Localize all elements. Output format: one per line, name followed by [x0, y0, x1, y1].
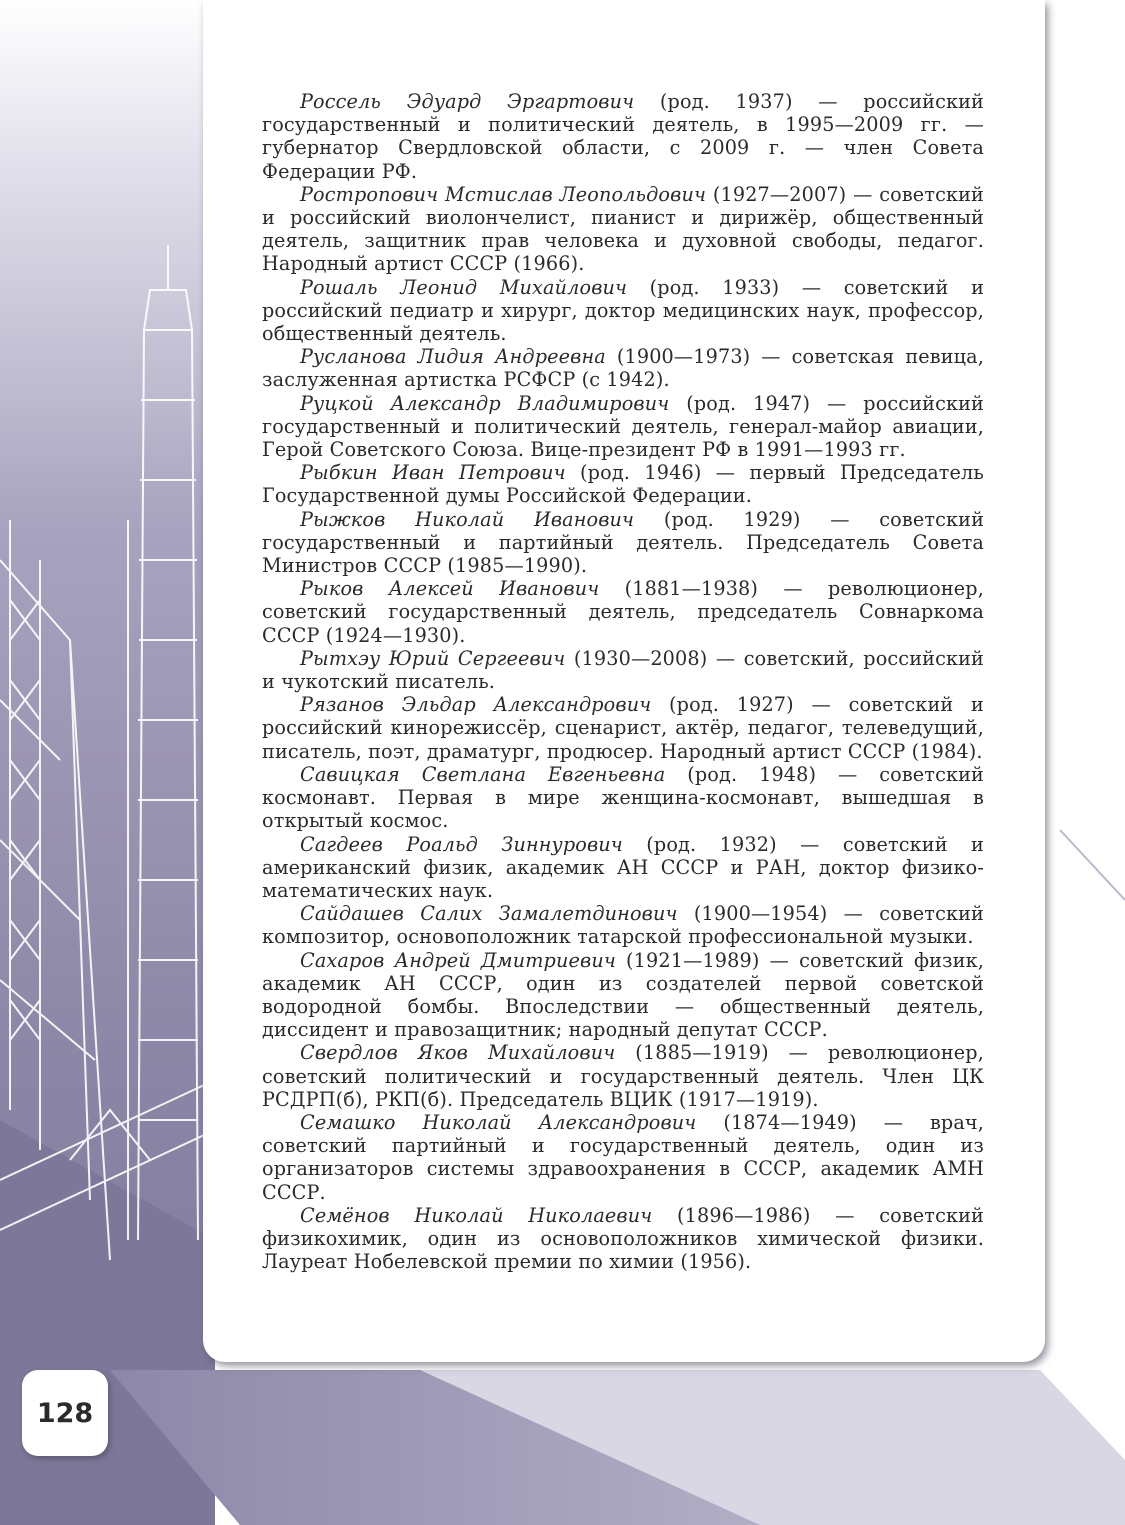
person-name: Сахаров Андрей Дмитриевич [300, 948, 616, 972]
person-description: (род. 1933) — советский и российский педиатр и хирург, доктор медицинских наук, профессор, общественный деятель. [262, 275, 985, 346]
person-name: Рытхэу Юрий Сергеевич [300, 646, 566, 670]
biography-entry [262, 276, 984, 346]
page-number-badge [22, 1370, 108, 1456]
person-description: (1896—1986) — советский физикохимик, один из основоположников химической физики. Лауреат Нобелевской премии по химии (1956). [262, 1203, 984, 1274]
person-name: Рязанов Эльдар Александрович [300, 693, 652, 717]
person-description: (род. 1946) — первый Председатель Государственной думы Российской Федерации. [262, 461, 984, 508]
person-name: Рошаль Леонид Михайлович [300, 275, 628, 299]
biography-entry [262, 902, 984, 948]
biography-entry [262, 461, 984, 507]
biography-entry [262, 1041, 984, 1111]
person-description: (1930—2008) — советский, российский и чукотский писатель. [262, 646, 984, 694]
person-name: Руцкой Александр Владимирович [300, 391, 670, 415]
person-description: (род. 1947) — российский государственный и политический деятель, генерал-майор авиации, Герой Советского Союза. Вице-президент РФ в 1991—1993 гг. [262, 391, 984, 462]
person-name: Русланова Лидия Андреевна [300, 345, 606, 369]
person-description: (1885—1919) — революционер, советский политический и государственный деятель. Член ЦК РСДРП(б), РКП(б). Председатель ВЦИК (1917—1919). [262, 1041, 984, 1111]
person-description: (род. 1932) — советский и американский физик, академик АН СССР и РАН, доктор физико-математических наук. [262, 832, 984, 902]
page-number: 128 [36, 1397, 94, 1429]
biography-entry [262, 647, 984, 693]
biography-entry [262, 833, 984, 903]
person-description: (1874—1949) — врач, советский партийный и государственный деятель, один из организаторов системы здравоохранения в СССР, академик АМН СССР. [262, 1110, 984, 1204]
person-name: Россель Эдуард Эргартович [300, 90, 635, 113]
person-name: Савицкая Светлана Евгеньевна [300, 762, 666, 786]
person-name: Сагдеев Роальд Зиннурович [300, 832, 623, 856]
biography-entry [262, 1111, 984, 1204]
person-description: (1921—1989) — советский физик, академик АН СССР, один из создателей первой советской водородной бомбы. Впоследствии — общественный деятель, диссидент и правозащитник; народный депутат СССР. [262, 948, 984, 1042]
biography-entry [262, 183, 984, 276]
biography-entry [262, 949, 984, 1042]
person-name: Рыжков Николай Иванович [300, 507, 635, 531]
person-name: Рыбкин Иван Петрович [300, 461, 566, 485]
biography-list [262, 90, 984, 1273]
person-name: Свердлов Яков Михайлович [300, 1041, 616, 1065]
person-name: Семёнов Николай Николаевич [300, 1203, 653, 1227]
person-description: (род. 1948) — советский космонавт. Первая в мире женщина-космонавт, вышедшая в открытый космос. [262, 762, 984, 833]
person-description: (род. 1927) — советский и российский кинорежиссёр, сценарист, актёр, педагог, телеведущий, писатель, поэт, драматург, продюсер. Народный артист СССР (1984). [262, 693, 984, 763]
biography-entry [262, 577, 984, 647]
person-name: Сайдашев Салих Замалетдинович [300, 902, 678, 926]
biography-entry [262, 392, 984, 462]
diagonal-line [1060, 830, 1125, 900]
biography-entry [262, 345, 984, 391]
person-name: Рыков Алексей Иванович [300, 577, 600, 601]
person-name: Ростропович Мстислав Леопольдович [300, 182, 707, 206]
biography-entry [262, 763, 984, 833]
person-description: (род. 1929) — советский государственный и партийный деятель. Председатель Совета Министров СССР (1985—1990). [262, 507, 985, 578]
person-description: (1900—1973) — советская певица, заслуженная артистка РСФСР (с 1942). [262, 345, 984, 392]
person-description: (1927—2007) — советский и российский виолончелист, пианист и дирижёр, общественный деятель, защитник прав человека и духовной свободы, педагог. Народный артист СССР (1966). [262, 182, 984, 276]
biography-entry [262, 90, 984, 183]
person-description: (1900—1954) — советский композитор, основоположник татарской профессиональной музыки. [262, 902, 984, 949]
person-description: (1881—1938) — революционер, советский государственный деятель, председатель Совнаркома СССР (1924—1930). [262, 577, 984, 647]
biography-entry [262, 693, 984, 763]
person-description: (род. 1937) — российский государственный и политический деятель, в 1995—2009 гг. — губернатор Свердловской области, с 2009 г. — член Совета Федерации РФ. [262, 90, 984, 183]
biography-entry [262, 1204, 984, 1274]
person-name: Семашко Николай Александрович [300, 1110, 697, 1134]
biography-entry [262, 508, 984, 578]
